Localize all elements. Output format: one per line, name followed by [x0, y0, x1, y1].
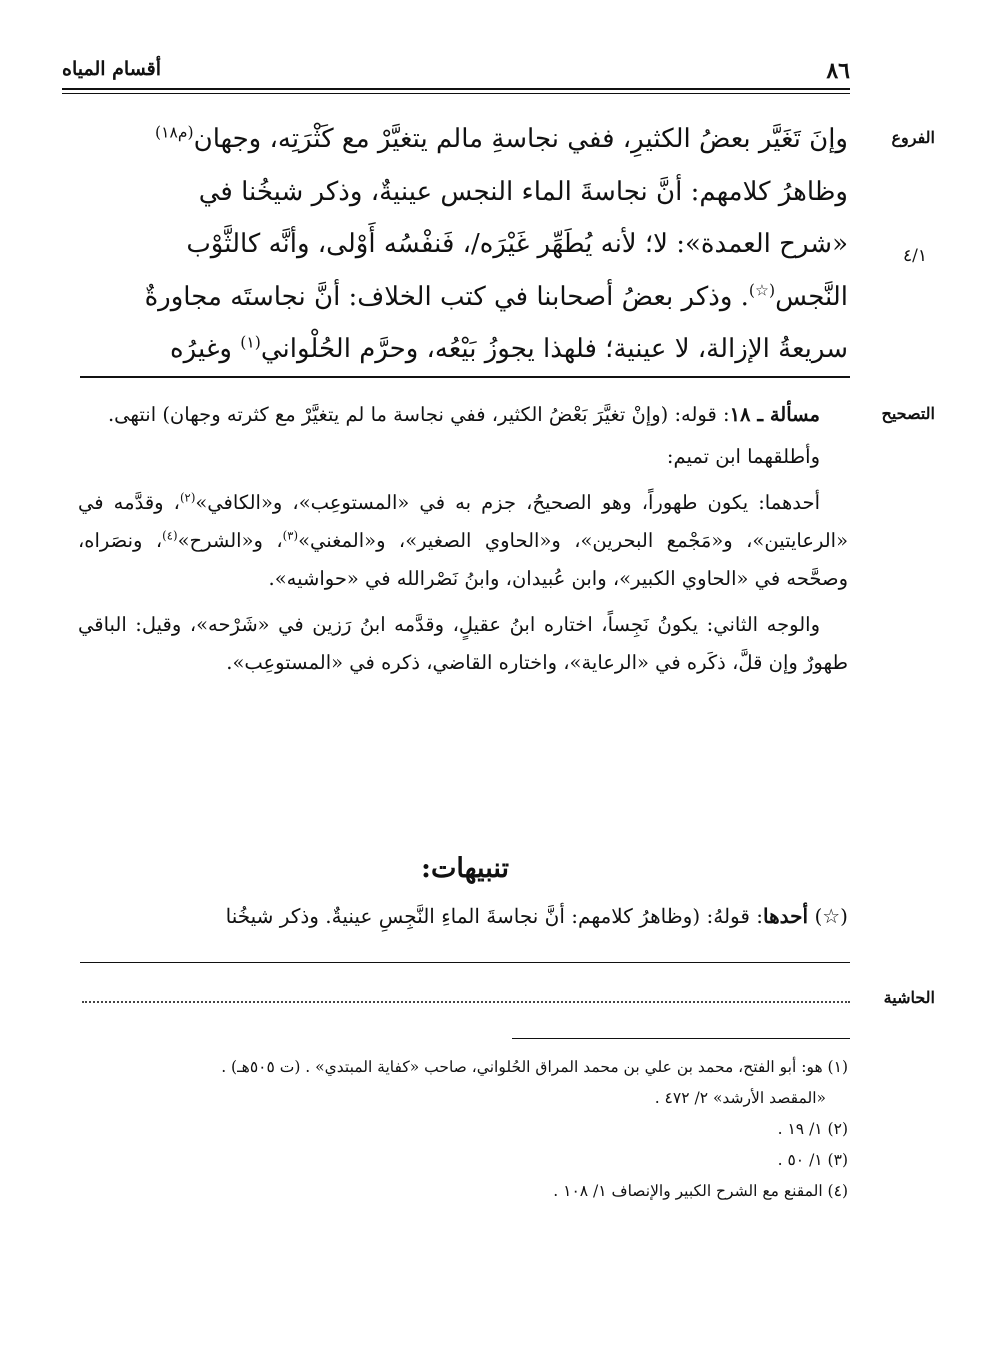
header-rule — [62, 88, 850, 90]
footnote: (١) هو: أبو الفتح، محمد بن علي بن محمد المراق الحُلواني، صاحب «كفاية المبتدي» . (ت ٥٠٥هـ) . — [221, 1058, 848, 1076]
main-line: النَّجس(☆). وذكر بعضُ أصحابنا في كتب الخلاف: أنَّ نجاستَه مجاورةٌ — [144, 280, 848, 312]
paragraph: وأطلقهما ابن تميم: — [666, 445, 820, 468]
issue-label: مسألة ـ ١٨ — [729, 403, 820, 426]
dotted-leader — [82, 1001, 850, 1003]
footnote: (٢) ١/ ١٩ . — [777, 1120, 848, 1138]
main-line: وظاهرُ كلامهم: أنَّ نجاسةَ الماء النجس عينيةٌ، وذكر شيخُنا في — [198, 176, 848, 207]
running-header — [62, 58, 850, 88]
footnote: (٣) ١/ ٥٠ . — [777, 1151, 848, 1169]
footnote-ref: (٣) — [282, 528, 299, 543]
footnote-ref: (٤) — [162, 528, 178, 543]
margin-volume-ref: ٤/١ — [903, 246, 927, 266]
main-line: «شرح العمدة»: لا؛ لأنه يُطَهِّر غَيْرَه/، فَنفْسُه أَوْلى، وأنَّه كالثَّوْب — [186, 229, 848, 259]
main-line: وإنَ تَغَيَّر بعضُ الكثيرِ، ففي نجاسةِ مالم يتغيَّرْ مع كَثْرَتِه، وجهان$^{(م١٨)}$ — [154, 123, 848, 154]
section-divider — [80, 376, 850, 378]
margin-label-furu: الفروع — [891, 128, 935, 147]
margin-label-tashih: التصحيح — [881, 404, 935, 423]
footnote: «المقصد الأرشد» ٢/ ٤٧٢ . — [654, 1089, 826, 1107]
footnotes — [78, 1052, 848, 1207]
chapter-title: أقسام المياه — [62, 58, 162, 80]
margin-label-hashiya: الحاشية — [883, 988, 935, 1007]
footnote-ref: (٢) — [179, 490, 196, 505]
header-rule-thin — [62, 93, 850, 94]
footnote-ref: (م١٨) — [154, 123, 194, 142]
main-text — [78, 113, 848, 376]
tanbihat-heading: تنبيهات: — [420, 853, 509, 884]
paragraph: مسألة ـ ١٨: قوله: (وإنْ تغيَّرَ بَعْضُ الكثير، ففي نجاسة ما لم يتغيَّرْ مع كثرته وجهان) انتهى. — [107, 403, 820, 426]
section-divider — [80, 962, 850, 963]
page-number: ٨٦ — [826, 58, 850, 84]
main-line: سريعةُ الإزالة، لا عينية؛ فلهذا يجوزُ بَيْعُه، وحرَّم الحُلْواني$^{(١)}$ وغيرُه — [170, 333, 848, 364]
footnote: (٤) المقنع مع الشرح الكبير والإنصاف ١/ ١٠٨ . — [553, 1182, 848, 1200]
paragraph: أحدهما: يكون طهوراً، وهو الصحيحُ، جزم به في «المستوعِب»، و«الكافي»$^{(٢)}$، وقدَّمه في «الرعايتين»، و«مَجْمع البحرين»، و«الحاوي الصغير»، و«المغني»$^{(٣)}$، و«الشرح»$^{(٤)}$، ونصَراه، وصحَّحه في «الحاوي الكبير»، وابن عُبيدان، وابنُ نَصْرالله في «حواشيه». — [78, 490, 849, 590]
footnote-ref: (☆) — [748, 280, 776, 299]
tashih-section — [78, 396, 848, 690]
paragraph: والوجه الثاني: يكونُ نَجِساً، اختاره ابنُ عقيلٍ، وقدَّمه ابنُ رَزين في «شَرْحه»، وقيل: الباقي طهورٌ وإن قلَّ، ذكَره في «الرعاية»، واختاره القاضي، ذكره في «المستوعِب». — [78, 613, 848, 674]
tanbihat-line: (☆) أحدها: قولهُ: (وظاهرُ كلامهم: أنَّ نجاسةَ الماءِ النَّجِسِ عينيةٌ. وذكر شيخُنا — [225, 904, 848, 928]
footnote-rule — [512, 1038, 850, 1039]
footnote-ref: (١) — [240, 333, 261, 352]
